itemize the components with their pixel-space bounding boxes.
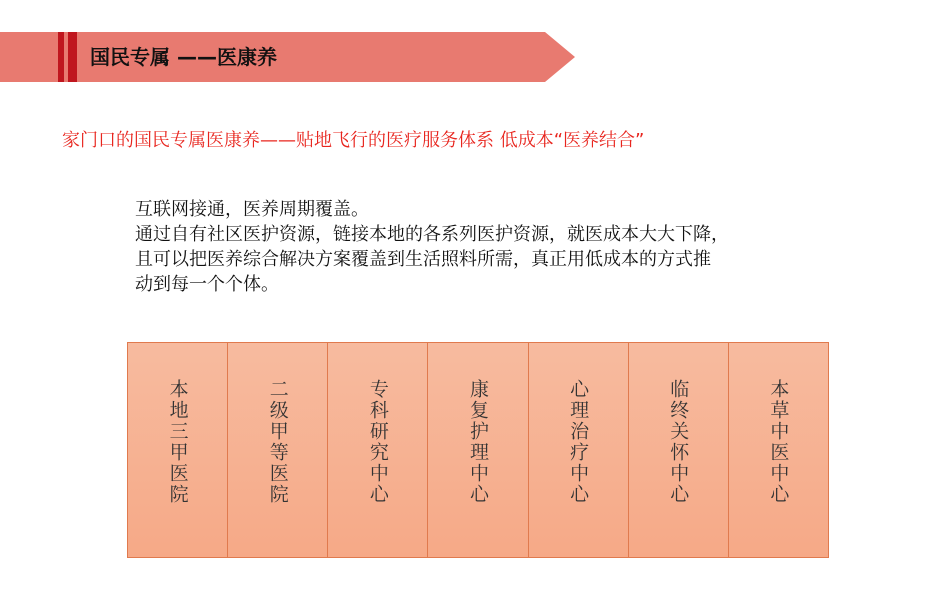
- service-box-local-top-hospital: [128, 343, 228, 557]
- header-band: [0, 32, 575, 82]
- service-label: 本地三甲医院: [166, 379, 189, 505]
- service-box-rehab-nursing: [428, 343, 528, 557]
- service-label: 二级甲等医院: [266, 379, 289, 505]
- body-line: 互联网接通，医养周期覆盖。: [135, 199, 369, 220]
- service-box-tcm-center: [729, 343, 828, 557]
- header-accent-bar: [58, 32, 64, 82]
- body-paragraph: [135, 197, 925, 297]
- service-label: 本草中医中心: [767, 379, 790, 505]
- body-line: 动到每一个个体。: [135, 274, 279, 295]
- header-accent-bar: [68, 32, 77, 82]
- page-title: 国民专属 ——医康养: [90, 45, 277, 69]
- body-line: 通过自有社区医护资源，链接本地的各系列医护资源，就医成本大大下降，: [135, 224, 729, 245]
- service-box-specialty-research: [328, 343, 428, 557]
- service-strip: [127, 342, 829, 558]
- body-line: 且可以把医养综合解决方案覆盖到生活照料所需，真正用低成本的方式推: [135, 249, 711, 270]
- service-label: 康复护理中心: [466, 379, 489, 505]
- service-box-psychotherapy: [529, 343, 629, 557]
- service-box-secondary-hospital: [228, 343, 328, 557]
- service-label: 临终关怀中心: [667, 379, 690, 505]
- service-label: 专科研究中心: [366, 379, 389, 505]
- subtitle: 家门口的国民专属医康养——贴地飞行的医疗服务体系 低成本“医养结合”: [62, 130, 645, 151]
- service-label: 心理治疗中心: [567, 379, 590, 505]
- service-box-hospice-care: [629, 343, 729, 557]
